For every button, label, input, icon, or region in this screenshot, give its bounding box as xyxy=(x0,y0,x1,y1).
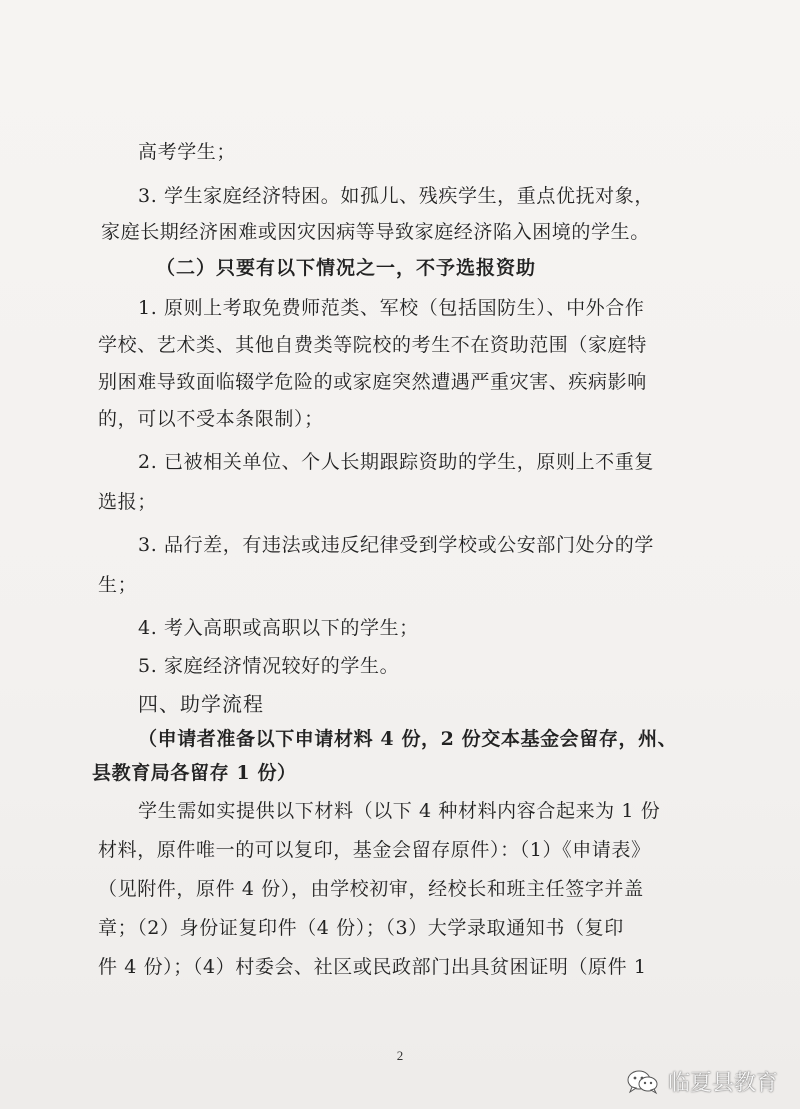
page-number: 2 xyxy=(396,1048,404,1063)
text-line-21: 章；（2）身份证复印件（4 份）；（3）大学录取通知书（复印 xyxy=(98,917,624,939)
text-line-11: 3. 品行差，有违法或违反纪律受到学校或公安部门处分的学 xyxy=(138,534,654,556)
text-line-9: 2. 已被相关单位、个人长期跟踪资助的学生，原则上不重复 xyxy=(138,451,654,473)
watermark xyxy=(626,1066,778,1097)
text-line-14: 5. 家庭经济情况较好的学生。 xyxy=(138,655,400,677)
text-line-5: 1. 原则上考取免费师范类、军校（包括国防生）、中外合作 xyxy=(138,297,645,319)
text-line-3: 家庭长期经济困难或因灾因病等导致家庭经济陷入困境的学生。 xyxy=(101,221,650,243)
text-line-6: 学校、艺术类、其他自费类等院校的考生不在资助范围（家庭特 xyxy=(98,334,647,356)
text-line-1: 高考学生； xyxy=(138,141,237,163)
text-line-2: 3. 学生家庭经济特困。如孤儿、残疾学生，重点优抚对象， xyxy=(138,185,654,207)
section-heading: 四、助学流程 xyxy=(138,692,264,716)
text-line-8: 的，可以不受本条限制）； xyxy=(98,408,324,430)
text-line-19: 材料，原件唯一的可以复印，基金会留存原件）：（1）《申请表》 xyxy=(98,839,651,861)
text-line-13: 4. 考入高职或高职以下的学生； xyxy=(138,617,419,639)
document-body xyxy=(92,139,718,980)
text-line-20: （见附件，原件 4 份），由学校初审，经校长和班主任签字并盖 xyxy=(98,878,644,900)
text-line-10: 选报； xyxy=(98,491,157,513)
text-line-22: 件 4 份）；（4）村委会、社区或民政部门出具贫困证明（原件 1 xyxy=(98,956,647,978)
watermark-text: 临夏县教育 xyxy=(667,1071,778,1096)
wechat-icon xyxy=(626,1069,660,1095)
text-line-16: （申请者准备以下申请材料 4 份，2 份交本基金会留存，州、 xyxy=(138,728,678,750)
text-line-17: 县教育局各留存 1 份） xyxy=(92,762,297,784)
section-subheading: （二）只要有以下情况之一，不予选报资助 xyxy=(156,257,537,279)
text-line-7: 别困难导致面临辍学危险的或家庭突然遭遇严重灾害、疾病影响 xyxy=(98,371,647,393)
text-line-12: 生； xyxy=(98,574,138,596)
text-line-18: 学生需如实提供以下材料（以下 4 种材料内容合起来为 1 份 xyxy=(138,800,661,822)
